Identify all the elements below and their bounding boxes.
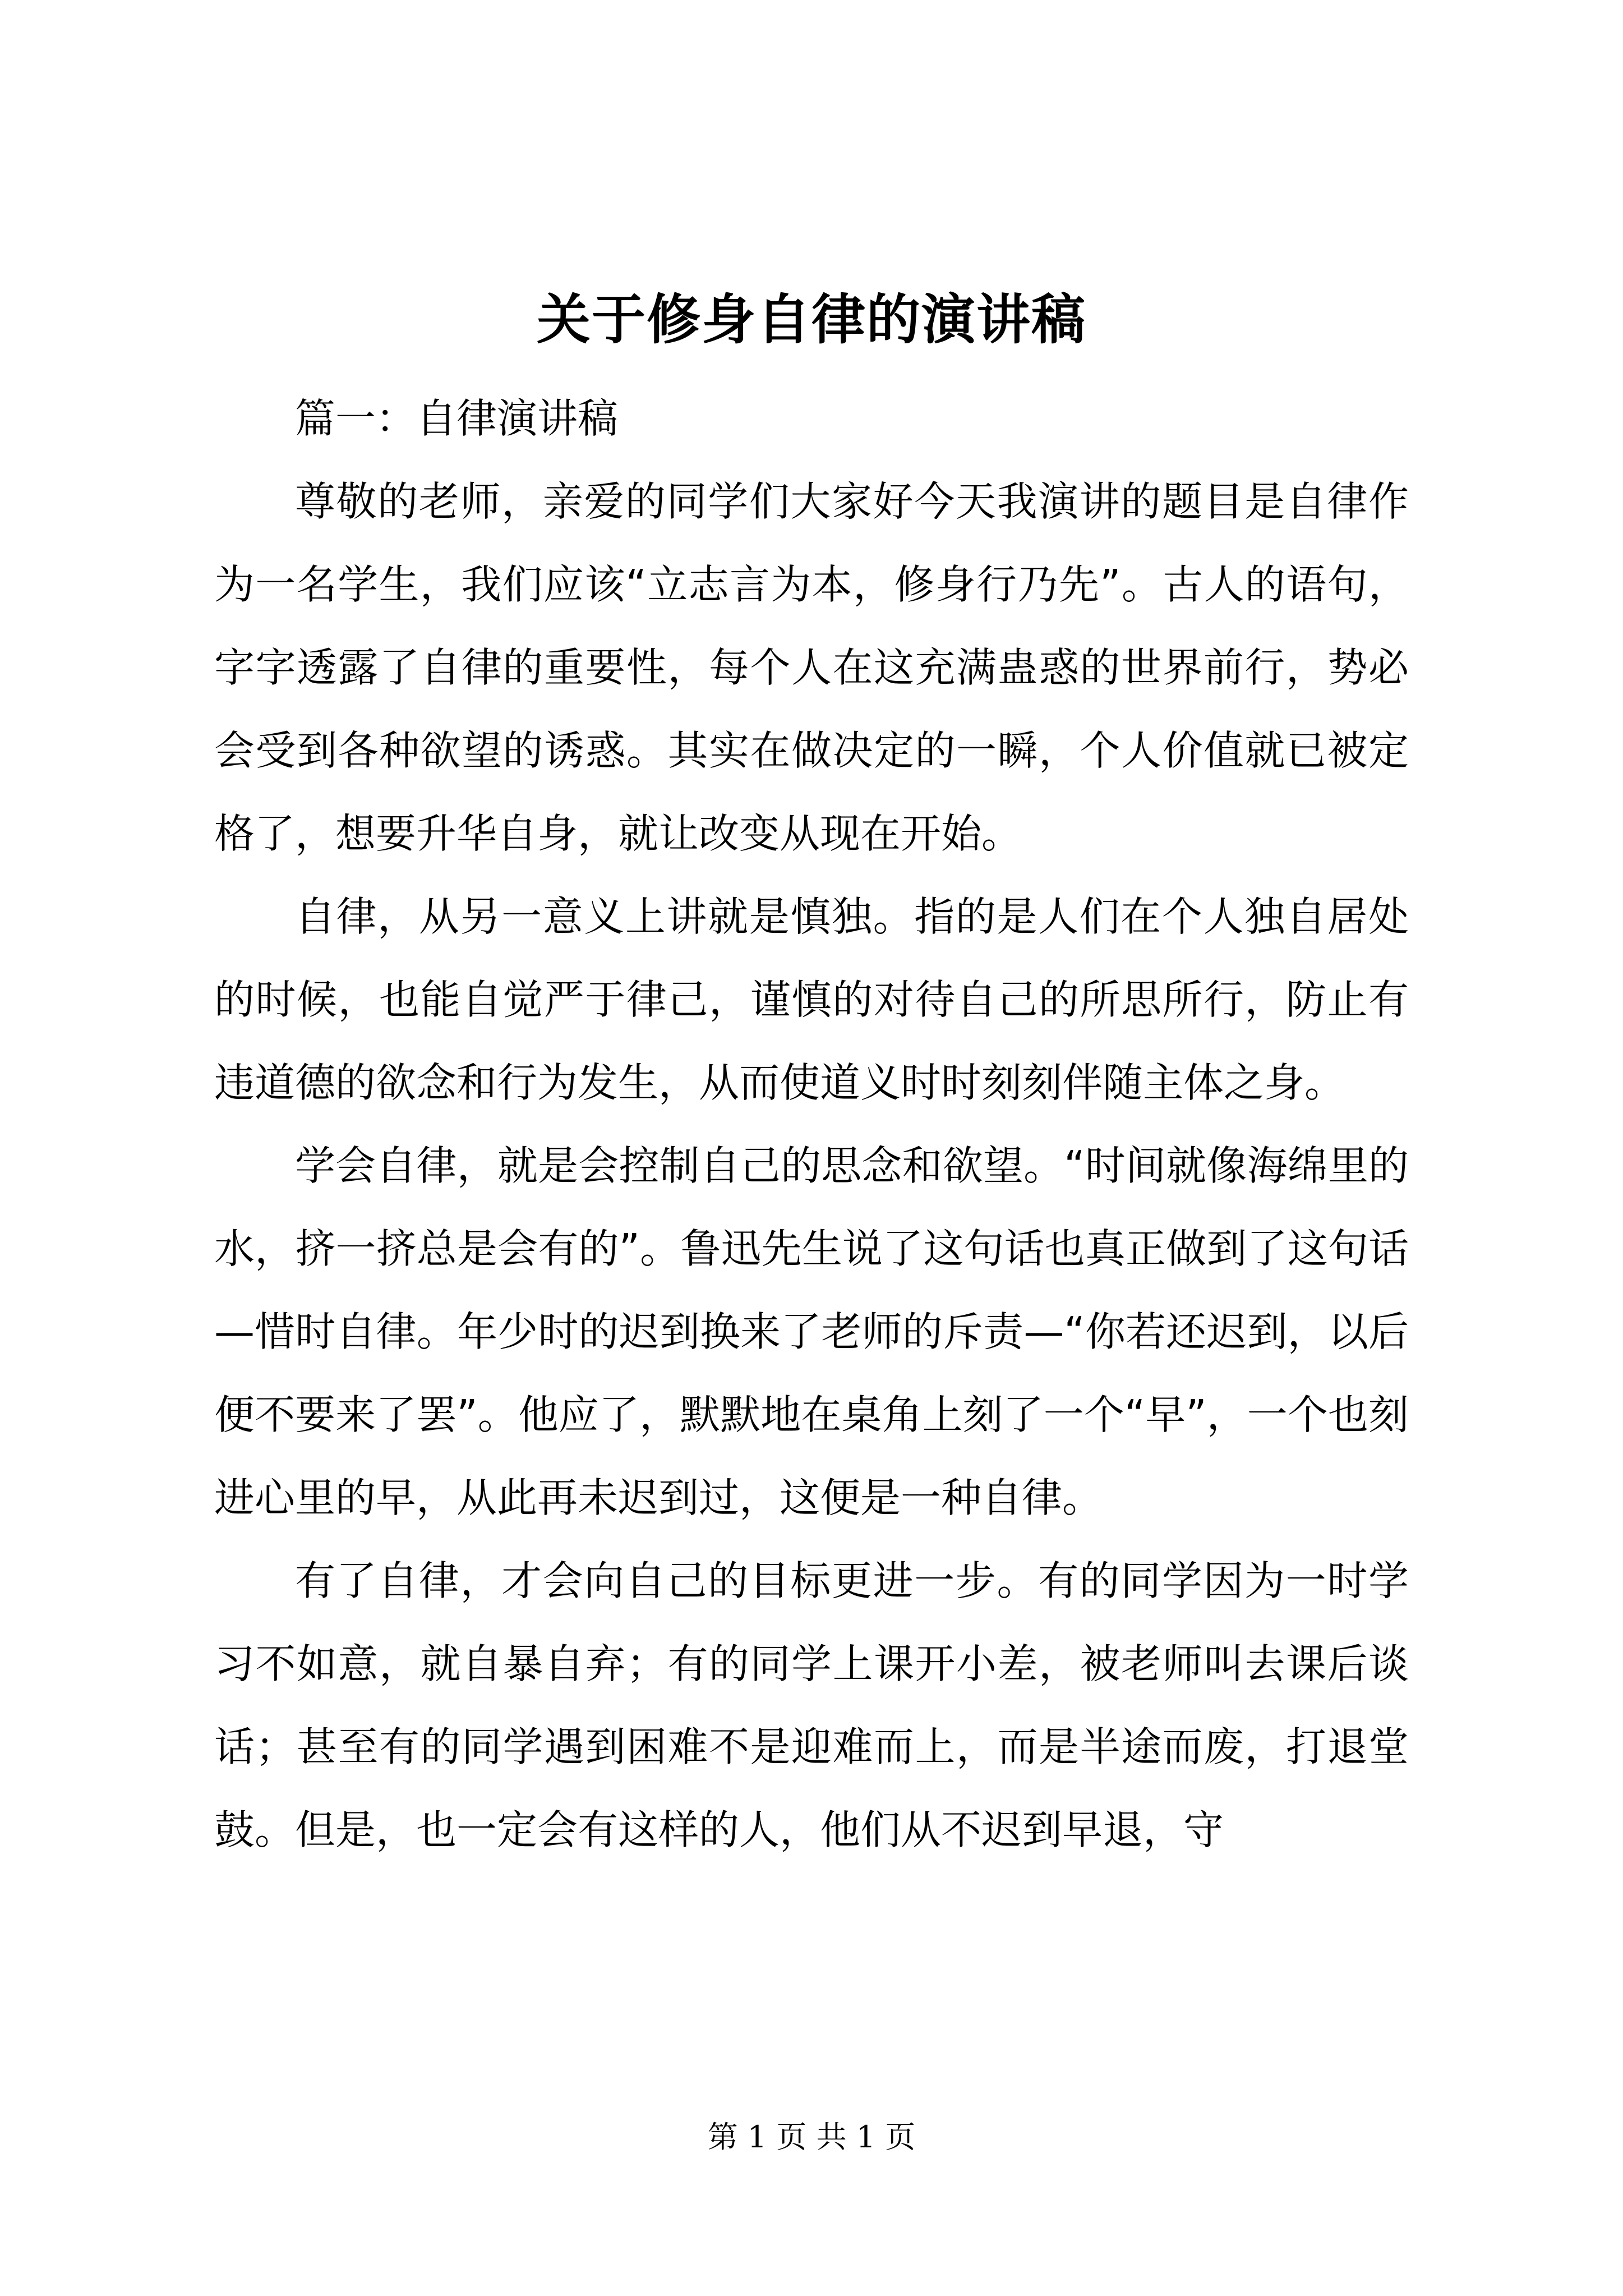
section-heading: 篇一：自律演讲稿 bbox=[295, 395, 619, 442]
document-body bbox=[214, 377, 1409, 1871]
paragraph-2: 自律，从另一意义上讲就是慎独。指的是人们在个人独自居处的时候，也能自觉严于律己，谨慎的对待自己的所思所行，防止有违道德的欲念和行为发生，从而使道义时时刻刻伴随主体之身。 bbox=[214, 893, 1409, 1106]
paragraph-1: 尊敬的老师，亲爱的同学们大家好今天我演讲的题目是自律作为一名学生，我们应该“立志言为本，修身行乃先”。古人的语句，字字透露了自律的重要性，每个人在这充满蛊惑的世界前行，势必会受到各种欲望的诱惑。其实在做决定的一瞬，个人价值就已被定格了，想要升华自身，就让改变从现在开始。 bbox=[214, 478, 1409, 857]
document-title: 关于修身自律的演讲稿 bbox=[537, 288, 1086, 351]
paragraph-3: 学会自律，就是会控制自己的思念和欲望。“时间就像海绵里的水，挤一挤总是会有的”。鲁迅先生说了这句话也真正做到了这句话—惜时自律。年少时的迟到换来了老师的斥责—“你若还迟到，以后便不要来了罢”。他应了，默默地在桌角上刻了一个“早”，一个也刻进心里的早，从此再未迟到过，这便是一种自律。 bbox=[214, 1142, 1409, 1521]
paragraph-4: 有了自律，才会向自己的目标更进一步。有的同学因为一时学习不如意，就自暴自弃；有的同学上课开小差，被老师叫去课后谈话；甚至有的同学遇到困难不是迎难而上，而是半途而废，打退堂鼓。但是，也一定会有这样的人，他们从不迟到早退，守 bbox=[214, 1557, 1409, 1853]
page-footer: 第 1 页 共 1 页 bbox=[707, 2119, 916, 2155]
